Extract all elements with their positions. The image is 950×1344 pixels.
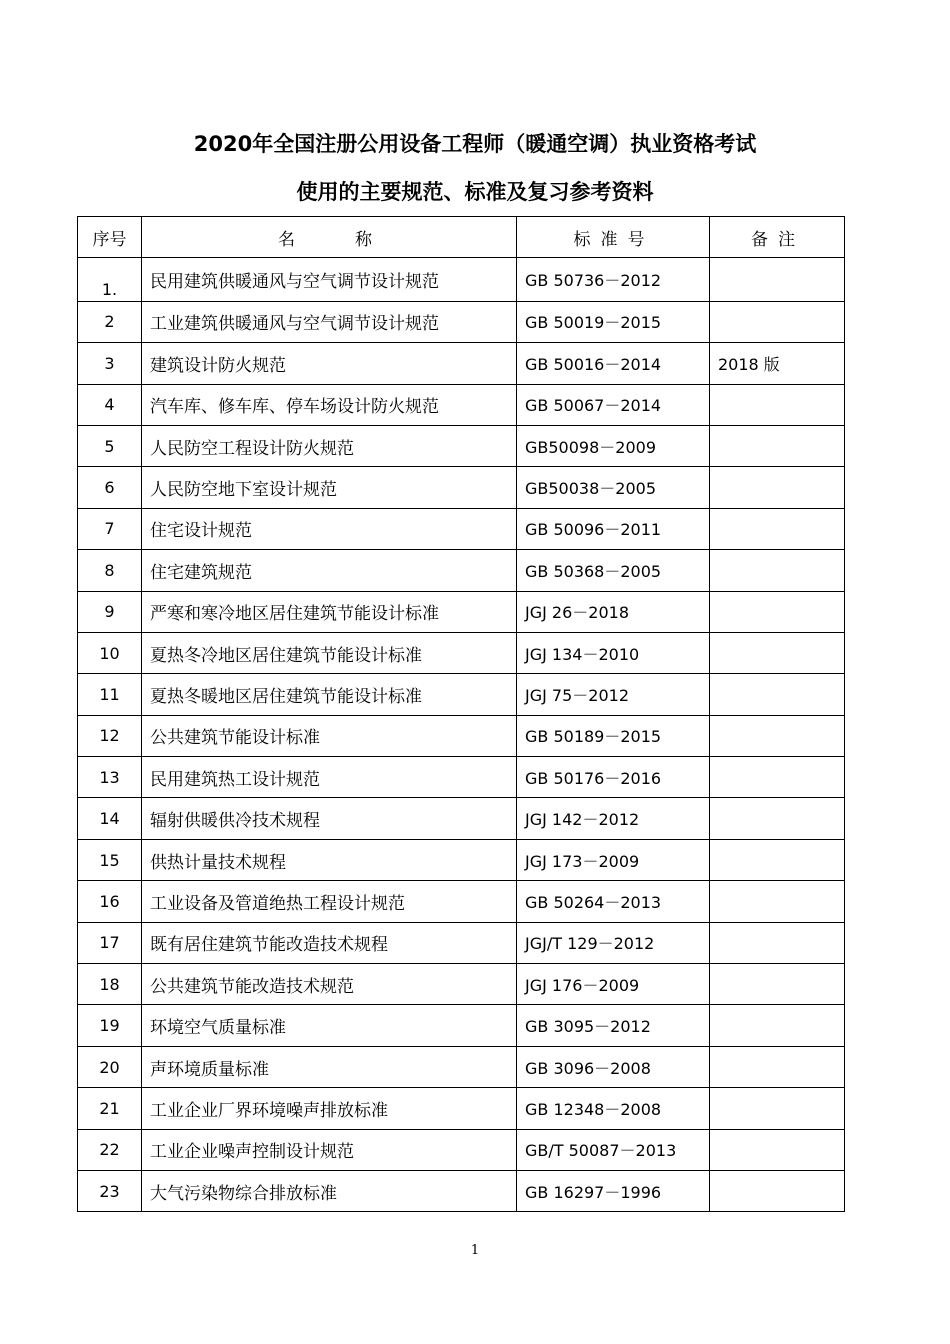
header-standard: 标准号 bbox=[517, 217, 710, 258]
row-number: 7 bbox=[78, 508, 142, 549]
table-row bbox=[78, 1005, 845, 1046]
row-name: 民用建筑热工设计规范 bbox=[142, 757, 517, 798]
row-note bbox=[710, 550, 845, 591]
table-row bbox=[78, 508, 845, 549]
row-standard: JGJ 176－2009 bbox=[517, 964, 710, 1005]
row-standard: GB50038－2005 bbox=[517, 467, 710, 508]
row-name: 住宅设计规范 bbox=[142, 508, 517, 549]
row-standard: GB 50019－2015 bbox=[517, 301, 710, 342]
row-standard: GB 12348－2008 bbox=[517, 1088, 710, 1129]
table-row bbox=[78, 591, 845, 632]
row-note bbox=[710, 964, 845, 1005]
table-row bbox=[78, 384, 845, 425]
table-row bbox=[78, 922, 845, 963]
row-note bbox=[710, 425, 845, 466]
row-note bbox=[710, 632, 845, 673]
table-row bbox=[78, 1088, 845, 1129]
table-row bbox=[78, 1046, 845, 1087]
row-name: 公共建筑节能改造技术规范 bbox=[142, 964, 517, 1005]
row-note bbox=[710, 301, 845, 342]
table-row bbox=[78, 1170, 845, 1211]
row-note bbox=[710, 258, 845, 301]
row-note bbox=[710, 1129, 845, 1170]
row-standard: GB 3096－2008 bbox=[517, 1046, 710, 1087]
row-note bbox=[710, 798, 845, 839]
row-note bbox=[710, 674, 845, 715]
row-name: 工业企业厂界环境噪声排放标准 bbox=[142, 1088, 517, 1129]
row-number: 9 bbox=[78, 591, 142, 632]
page-number: 1 bbox=[470, 1243, 480, 1258]
table-row bbox=[78, 757, 845, 798]
row-note: 2018 版 bbox=[710, 343, 845, 384]
row-name: 建筑设计防火规范 bbox=[142, 343, 517, 384]
row-number: 19 bbox=[78, 1005, 142, 1046]
header-no: 序号 bbox=[78, 217, 142, 258]
row-number: 8 bbox=[78, 550, 142, 591]
row-note bbox=[710, 1170, 845, 1211]
row-name: 工业企业噪声控制设计规范 bbox=[142, 1129, 517, 1170]
row-standard: GB/T 50087－2013 bbox=[517, 1129, 710, 1170]
row-note bbox=[710, 757, 845, 798]
row-number: 15 bbox=[78, 839, 142, 880]
table-row bbox=[78, 798, 845, 839]
table-row bbox=[78, 425, 845, 466]
table-row bbox=[78, 881, 845, 922]
row-note bbox=[710, 591, 845, 632]
row-standard: JGJ 142－2012 bbox=[517, 798, 710, 839]
row-name: 工业设备及管道绝热工程设计规范 bbox=[142, 881, 517, 922]
row-standard: GB 50067－2014 bbox=[517, 384, 710, 425]
table-row bbox=[78, 964, 845, 1005]
table-row bbox=[78, 632, 845, 673]
header-name: 名称 bbox=[142, 217, 517, 258]
table-row bbox=[78, 839, 845, 880]
row-name: 供热计量技术规程 bbox=[142, 839, 517, 880]
row-name: 公共建筑节能设计标准 bbox=[142, 715, 517, 756]
row-number: 16 bbox=[78, 881, 142, 922]
row-note bbox=[710, 922, 845, 963]
row-number: 3 bbox=[78, 343, 142, 384]
row-standard: JGJ 75－2012 bbox=[517, 674, 710, 715]
row-name: 住宅建筑规范 bbox=[142, 550, 517, 591]
row-standard: GB 16297－1996 bbox=[517, 1170, 710, 1211]
row-number: 12 bbox=[78, 715, 142, 756]
table-header-row bbox=[78, 217, 845, 258]
table-row bbox=[78, 1129, 845, 1170]
row-number: 20 bbox=[78, 1046, 142, 1087]
row-standard: GB50098－2009 bbox=[517, 425, 710, 466]
row-number: 13 bbox=[78, 757, 142, 798]
header-note: 备注 bbox=[710, 217, 845, 258]
row-note bbox=[710, 467, 845, 508]
row-name: 夏热冬冷地区居住建筑节能设计标准 bbox=[142, 632, 517, 673]
standards-table bbox=[77, 216, 845, 1212]
row-note bbox=[710, 881, 845, 922]
row-standard: GB 50189－2015 bbox=[517, 715, 710, 756]
row-standard: JGJ 173－2009 bbox=[517, 839, 710, 880]
row-number: 5 bbox=[78, 425, 142, 466]
row-name: 声环境质量标准 bbox=[142, 1046, 517, 1087]
row-number: 1. bbox=[78, 258, 142, 301]
row-number: 17 bbox=[78, 922, 142, 963]
row-number: 10 bbox=[78, 632, 142, 673]
table-row bbox=[78, 343, 845, 384]
row-name: 夏热冬暖地区居住建筑节能设计标准 bbox=[142, 674, 517, 715]
row-note bbox=[710, 508, 845, 549]
row-standard: GB 3095－2012 bbox=[517, 1005, 710, 1046]
row-name: 环境空气质量标准 bbox=[142, 1005, 517, 1046]
document-title: 2020年全国注册公用设备工程师（暖通空调）执业资格考试 bbox=[193, 132, 757, 156]
row-standard: GB 50264－2013 bbox=[517, 881, 710, 922]
row-standard: JGJ/T 129－2012 bbox=[517, 922, 710, 963]
table-row bbox=[78, 674, 845, 715]
row-number: 4 bbox=[78, 384, 142, 425]
row-standard: GB 50368－2005 bbox=[517, 550, 710, 591]
row-note bbox=[710, 1046, 845, 1087]
row-note bbox=[710, 839, 845, 880]
row-number: 21 bbox=[78, 1088, 142, 1129]
row-note bbox=[710, 1088, 845, 1129]
row-name: 辐射供暖供冷技术规程 bbox=[142, 798, 517, 839]
row-note bbox=[710, 715, 845, 756]
row-name: 既有居住建筑节能改造技术规程 bbox=[142, 922, 517, 963]
row-standard: GB 50016－2014 bbox=[517, 343, 710, 384]
table-row bbox=[78, 715, 845, 756]
row-standard: GB 50736－2012 bbox=[517, 258, 710, 301]
row-note bbox=[710, 1005, 845, 1046]
row-number: 2 bbox=[78, 301, 142, 342]
row-standard: JGJ 134－2010 bbox=[517, 632, 710, 673]
row-number: 22 bbox=[78, 1129, 142, 1170]
row-standard: GB 50176－2016 bbox=[517, 757, 710, 798]
row-standard: GB 50096－2011 bbox=[517, 508, 710, 549]
row-name: 民用建筑供暖通风与空气调节设计规范 bbox=[142, 258, 517, 301]
row-name: 汽车库、修车库、停车场设计防火规范 bbox=[142, 384, 517, 425]
row-standard: JGJ 26－2018 bbox=[517, 591, 710, 632]
row-note bbox=[710, 384, 845, 425]
table-row bbox=[78, 301, 845, 342]
row-number: 23 bbox=[78, 1170, 142, 1211]
row-number: 6 bbox=[78, 467, 142, 508]
row-name: 人民防空地下室设计规范 bbox=[142, 467, 517, 508]
document-subtitle: 使用的主要规范、标准及复习参考资料 bbox=[296, 180, 654, 204]
table-row bbox=[78, 550, 845, 591]
table-row bbox=[78, 258, 845, 301]
row-name: 大气污染物综合排放标准 bbox=[142, 1170, 517, 1211]
row-name: 人民防空工程设计防火规范 bbox=[142, 425, 517, 466]
table-row bbox=[78, 467, 845, 508]
row-number: 11 bbox=[78, 674, 142, 715]
row-number: 14 bbox=[78, 798, 142, 839]
row-number: 18 bbox=[78, 964, 142, 1005]
row-name: 严寒和寒冷地区居住建筑节能设计标准 bbox=[142, 591, 517, 632]
row-name: 工业建筑供暖通风与空气调节设计规范 bbox=[142, 301, 517, 342]
